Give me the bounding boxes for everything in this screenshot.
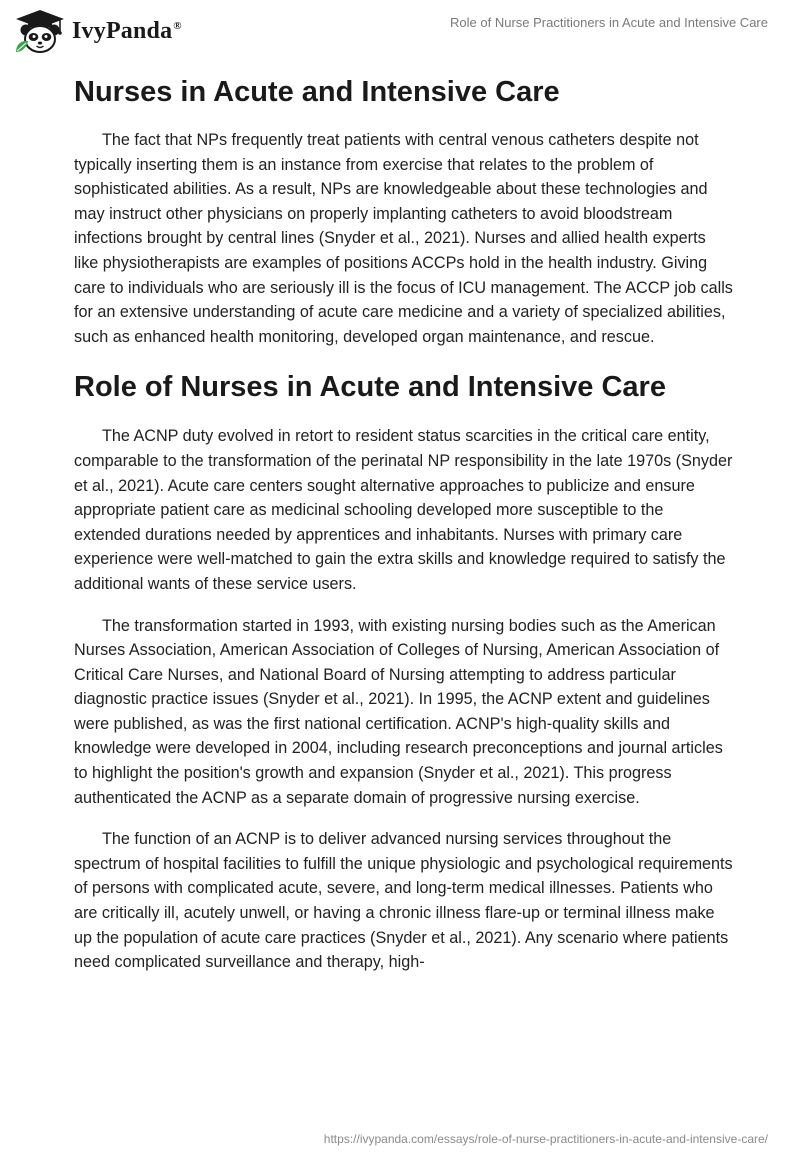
brand-name: IvyPanda® [72, 17, 182, 44]
paragraph: The ACNP duty evolved in retort to resident status scarcities in the critical care entity, comparable to the transformation of the perinatal NP responsibility in the late 1970s (Snyder et al., 2021). Acute care centers sought alternative approaches to publicize and ensure appropriate patient care as medicinal schooling developed more susceptible to the extended durations needed by apprentices and inhabitants. Nurses with primary care experience were well-matched to gain the extra skills and knowledge required to satisfy the additional wants of these service users. [74, 427, 733, 593]
section-heading: Role of Nurses in Acute and Intensive Care [74, 371, 666, 404]
panda-graduate-icon [14, 8, 66, 54]
paragraph: The fact that NPs frequently treat patients with central venous catheters despite not typically inserting them is an instance from exercise that relates to the problem of sophisticated abilities. As a result, NPs are knowledgeable about these technologies and may instruct other physicians on properly implanting catheters to avoid bloodstream infections brought by central lines (Snyder et al., 2021). Nurses and allied health experts like physiotherapists are examples of positions ACCPs hold in the health industry. Giving care to individuals who are seriously ill is the focus of ICU management. The ACCP job calls for an extensive understanding of acute care medicine and a variety of specialized abilities, such as enhanced health monitoring, developed organ maintenance, and rescue. [74, 131, 733, 346]
paragraph: The function of an ACNP is to deliver advanced nursing services throughout the spectrum of hospital facilities to fulfill the unique physiologic and psychological requirements of persons with complicated acute, severe, and long-term medical illnesses. Patients who are critically ill, acutely unwell, or having a chronic illness flare-up or terminal illness make up the population of acute care practices (Snyder et al., 2021). Any scenario where patients need complicated surveillance and therapy, high- [74, 830, 733, 972]
paragraph: The transformation started in 1993, with existing nursing bodies such as the American Nurses Association, American Association of Colleges of Nursing, American Association of Critical Care Nurses, and National Board of Nursing attempting to address particular diagnostic practice issues (Snyder et al., 2021). In 1995, the ACNP extent and guidelines were published, as was the first national certification. ACNP's high-quality skills and knowledge were developed in 2004, including research preconceptions and journal articles to highlight the position's growth and expansion (Snyder et al., 2021). This progress authenticated the ACNP as a separate domain of progressive nursing exercise. [74, 616, 723, 807]
source-url-link[interactable]: https://ivypanda.com/essays/role-of-nurse-practitioners-in-acute-and-intensive-care/ [323, 1132, 768, 1146]
section-heading: Nurses in Acute and Intensive Care [74, 76, 560, 108]
page-header [0, 0, 800, 60]
ivypanda-logo[interactable] [14, 8, 182, 54]
running-title: Role of Nurse Practitioners in Acute and Intensive Care [450, 15, 768, 30]
essay-content [74, 72, 734, 975]
